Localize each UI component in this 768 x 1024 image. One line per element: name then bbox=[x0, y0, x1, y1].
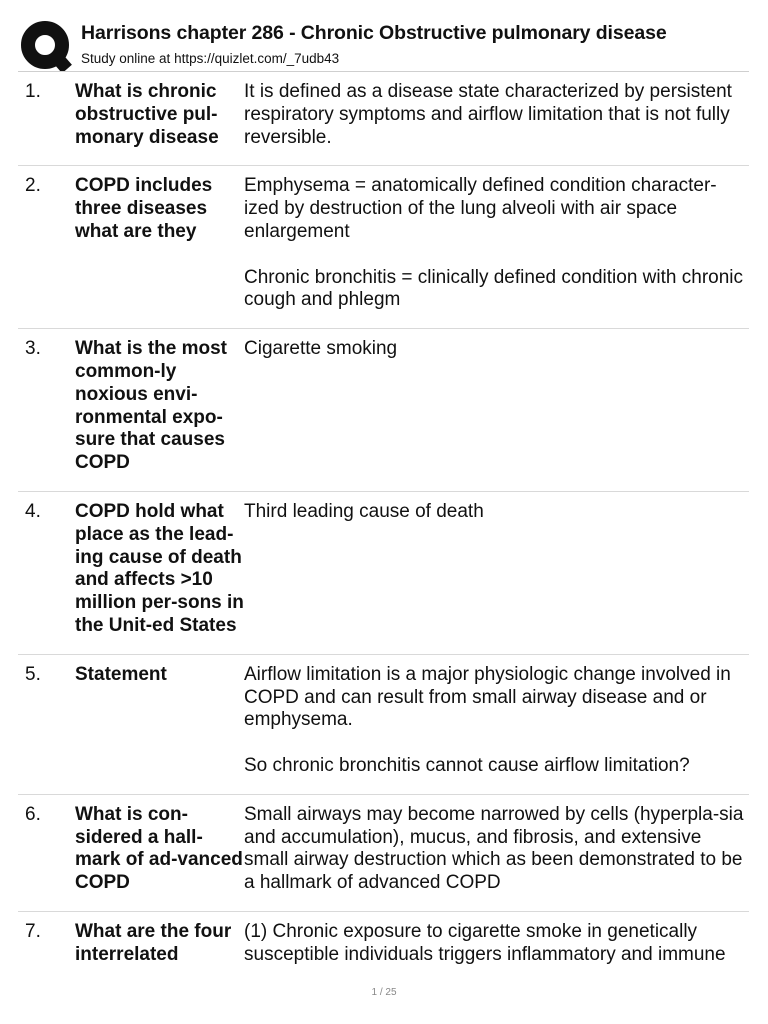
card-number: 7. bbox=[25, 920, 41, 942]
card-number: 4. bbox=[25, 500, 41, 522]
card-term: What is the most common-ly noxious envi-ronmental expo-sure that causes COPD bbox=[75, 338, 228, 474]
card-number: 1. bbox=[25, 81, 41, 102]
card-definition bbox=[244, 921, 749, 967]
page-header bbox=[18, 14, 758, 72]
card-number: 6. bbox=[25, 803, 41, 825]
definition-paragraph: So chronic bronchitis cannot cause airflow limitation? bbox=[244, 754, 690, 776]
card-row bbox=[18, 655, 749, 795]
card-row bbox=[18, 492, 749, 655]
definition-paragraph: Cigarette smoking bbox=[244, 338, 398, 360]
page-title: Harrisons chapter 286 - Chronic Obstructive pulmonary disease bbox=[81, 22, 667, 44]
page-number: 1 / 25 bbox=[371, 987, 397, 998]
card-row bbox=[18, 72, 749, 166]
card-term: COPD includes three diseases what are they bbox=[75, 175, 213, 242]
card-number: 2. bbox=[25, 175, 41, 197]
card-row bbox=[18, 329, 749, 492]
card-term: What are the four interrelated bbox=[75, 920, 232, 965]
definition-paragraph: Airflow limitation is a major physiologic change involved in COPD and can result from small airway disease and or emphysema. bbox=[244, 663, 731, 731]
definition-paragraph: Chronic bronchitis = clinically defined condition with chronic cough and phlegm bbox=[244, 266, 744, 311]
card-number: 3. bbox=[25, 338, 41, 360]
card-term: COPD hold what place as the lead-ing cause of death and affects >10 million per-sons in the Unit-ed States bbox=[75, 500, 244, 636]
card-definition bbox=[244, 338, 749, 475]
card-definition bbox=[244, 81, 749, 149]
definition-paragraph: Emphysema = anatomically defined condition character-ized by destruction of the lung alveoli with air space enlargement bbox=[244, 175, 717, 242]
definition-paragraph: Third leading cause of death bbox=[244, 500, 484, 522]
quizlet-logo-icon bbox=[20, 20, 72, 72]
card-number: 5. bbox=[25, 663, 41, 685]
card-definition bbox=[244, 175, 749, 312]
card-row bbox=[18, 166, 749, 329]
card-term: Statement bbox=[75, 663, 167, 685]
definition-paragraph: Small airways may become narrowed by cells (hyperpla-sia and accumulation), mucus, and fibrosis, and extensive small airway destruction which as been demonstrated to be a hallmark of advanced COPD bbox=[244, 803, 744, 894]
definition-paragraph: (1) Chronic exposure to cigarette smoke in genetically susceptible individuals triggers inflammatory and immune bbox=[244, 920, 726, 965]
flashcard-list bbox=[18, 72, 749, 983]
card-definition bbox=[244, 501, 749, 638]
definition-paragraph: It is defined as a disease state characterized by persistent respiratory symptoms and airflow limitation that is not fully reversible. bbox=[244, 81, 732, 148]
card-definition bbox=[244, 664, 749, 778]
study-link[interactable]: Study online at https://quizlet.com/_7udb43 bbox=[81, 51, 340, 66]
card-definition bbox=[244, 804, 749, 895]
card-row bbox=[18, 912, 749, 983]
card-term: What is chronic obstructive pul-monary disease bbox=[75, 81, 219, 148]
card-row bbox=[18, 795, 749, 912]
card-term: What is con-sidered a hall-mark of ad-vanced COPD bbox=[75, 803, 243, 894]
